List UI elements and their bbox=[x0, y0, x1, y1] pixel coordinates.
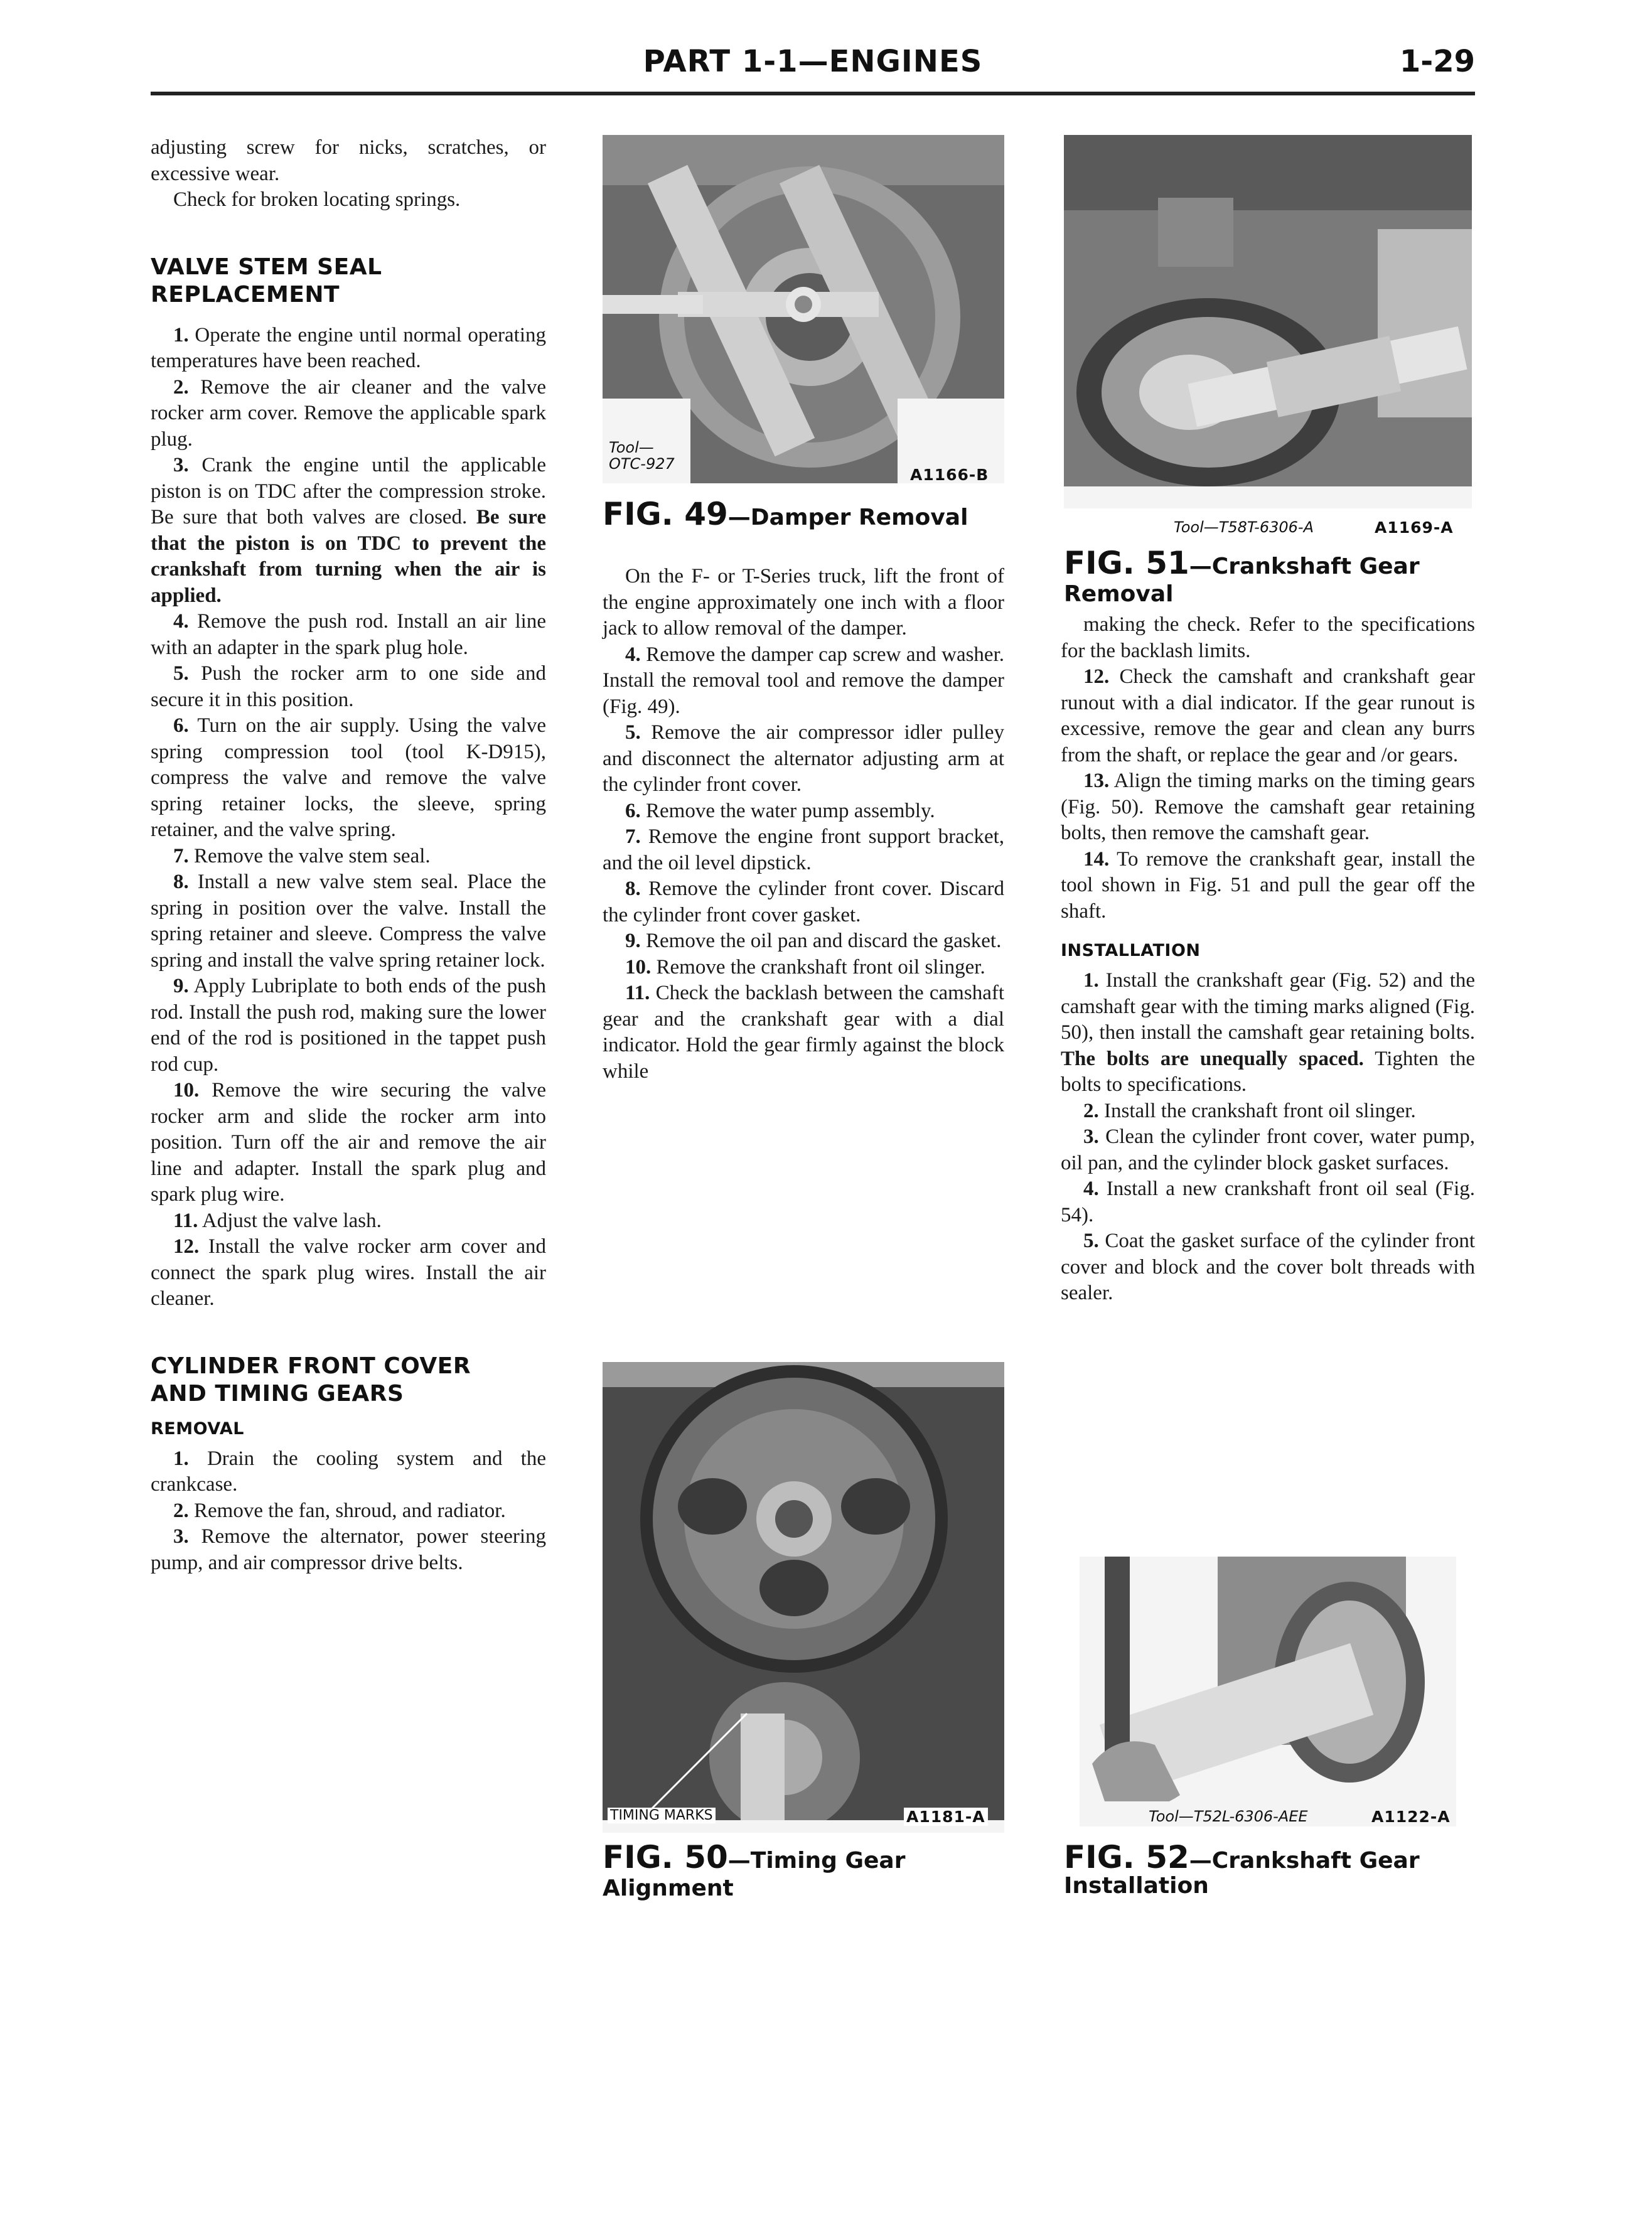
intro-line-2: Check for broken locating springs. bbox=[173, 188, 461, 211]
step-number: 1. bbox=[173, 323, 189, 346]
step-text: Remove the engine front support bracket, and the oil level dipstick. bbox=[603, 825, 1005, 874]
step-paragraph bbox=[603, 955, 1004, 981]
step-text: Install the crankshaft front oil slinger. bbox=[1104, 1099, 1416, 1122]
fig50-code: A1181-A bbox=[904, 1808, 988, 1826]
right-steps-list bbox=[1061, 612, 1475, 925]
step-text: Align the timing marks on the timing gears (Fig. 50). Remove the camshaft gear retaining bolts, then remove the camshaft gear. bbox=[1061, 770, 1475, 844]
step-text: Install the crankshaft gear (Fig. 52) and the camshaft gear with the timing marks aligned (Fig. 50), then install the camshaft gear retaining bolts. bbox=[1061, 969, 1476, 1044]
step-text: Remove the damper cap screw and washer. Install the removal tool and remove the damper (Fig. 49). bbox=[603, 643, 1004, 718]
step-text: Remove the alternator, power steering pump, and air compressor drive belts. bbox=[151, 1525, 546, 1574]
column-middle bbox=[603, 564, 1004, 1085]
step-paragraph bbox=[151, 1208, 546, 1235]
step-paragraph bbox=[151, 323, 546, 375]
fig52-caption bbox=[1064, 1839, 1503, 1899]
fig50-title: —Timing Gear Alignment bbox=[603, 1848, 906, 1901]
step-paragraph bbox=[1061, 612, 1475, 664]
step-number: 5. bbox=[625, 721, 641, 744]
step-text: Remove the water pump assembly. bbox=[646, 799, 935, 822]
fig51-caption bbox=[1064, 545, 1503, 607]
step-paragraph bbox=[151, 844, 546, 870]
fig49-number: FIG. 49 bbox=[603, 496, 728, 532]
section-title-cover-1: CYLINDER FRONT COVER bbox=[151, 1353, 471, 1379]
step-text: Crank the engine until the applicable piston is on TDC after the compression stroke. Be sure that both valves are closed. bbox=[151, 454, 547, 528]
column-right bbox=[1061, 612, 1475, 1307]
step-number: 2. bbox=[1083, 1099, 1099, 1122]
fig51-tool-label: Tool—T58T-6306-A bbox=[1174, 518, 1314, 536]
step-text: Remove the oil pan and discard the gasket. bbox=[646, 930, 1002, 952]
step-paragraph bbox=[603, 564, 1004, 642]
step-text: Drain the cooling system and the crankcase. bbox=[151, 1447, 546, 1496]
step-emphasis: The bolts are unequally spaced. bbox=[1061, 1047, 1364, 1070]
step-paragraph bbox=[603, 824, 1004, 876]
fig49-photo bbox=[603, 135, 1004, 483]
step-text: Push the rocker arm to one side and secure it in this position. bbox=[151, 662, 547, 711]
step-text: making the check. Refer to the specifications for the backlash limits. bbox=[1061, 613, 1475, 662]
step-number: 10. bbox=[173, 1079, 200, 1102]
step-text: Install a new crankshaft front oil seal (Fig. 54). bbox=[1061, 1177, 1476, 1226]
step-text: Install the valve rocker arm cover and connect the spark plug wires. Install the air cleaner. bbox=[151, 1235, 546, 1310]
step-paragraph bbox=[151, 973, 546, 1078]
step-number: 3. bbox=[1083, 1125, 1099, 1148]
step-text: Turn on the air supply. Using the valve spring compression tool (tool K-D915), compress the valve and remove the valve spring retainer locks, the sleeve, spring retainer, and the valve spring. bbox=[151, 714, 546, 841]
step-paragraph bbox=[151, 609, 546, 661]
step-text: Clean the cylinder front cover, water pump, oil pan, and the cylinder block gasket surfaces. bbox=[1061, 1125, 1475, 1174]
step-paragraph bbox=[1061, 1098, 1475, 1125]
fig49-caption bbox=[603, 496, 1017, 532]
step-number: 7. bbox=[625, 825, 641, 848]
step-number: 4. bbox=[173, 610, 189, 633]
step-text: Remove the air compressor idler pulley and disconnect the alternator adjusting arm at the cylinder front cover. bbox=[603, 721, 1004, 796]
fig50-marks-label: TIMING MARKS bbox=[608, 1808, 716, 1823]
section-title-cover-2: AND TIMING GEARS bbox=[151, 1380, 404, 1407]
step-text: Remove the fan, shroud, and radiator. bbox=[194, 1499, 506, 1522]
step-text-after: Tighten the bolts to specifications. bbox=[1061, 1047, 1476, 1096]
step-emphasis: Be sure that the piston is on TDC to prevent the crankshaft from turning when the air is applied. bbox=[151, 506, 546, 607]
step-text: Remove the push rod. Install an air line with an adapter in the spark plug hole. bbox=[151, 610, 546, 659]
step-paragraph bbox=[151, 375, 546, 453]
fig49-code: A1166-B bbox=[910, 466, 989, 484]
fig50-number: FIG. 50 bbox=[603, 1839, 728, 1875]
step-text: Coat the gasket surface of the cylinder front cover and block and the cover bolt threads with sealer. bbox=[1061, 1230, 1476, 1304]
step-number: 10. bbox=[625, 955, 652, 979]
step-text: Remove the wire securing the valve rocker arm and slide the rocker arm into position. Turn off the air and remove the air line and adapter. Install the spark plug and spark plug wire. bbox=[151, 1079, 547, 1206]
step-number: 1. bbox=[1083, 969, 1099, 992]
step-number: 8. bbox=[625, 877, 641, 900]
installation-title: INSTALLATION bbox=[1061, 941, 1201, 960]
install-steps-list bbox=[1061, 968, 1475, 1307]
step-text: Check the camshaft and crankshaft gear runout with a dial indicator. If the gear runout is excessive, remove the gear and clean any burrs from the shaft, or replace the gear and /or gears. bbox=[1061, 665, 1476, 766]
step-paragraph bbox=[603, 980, 1004, 1085]
step-number: 8. bbox=[173, 871, 189, 893]
fig52-number: FIG. 52 bbox=[1064, 1839, 1189, 1875]
fig51-photo bbox=[1064, 135, 1472, 508]
fig49-tool-label: Tool— OTC-927 bbox=[609, 439, 675, 473]
header-title: PART 1-1—ENGINES bbox=[643, 44, 983, 79]
step-text: Remove the air cleaner and the valve rocker arm cover. Remove the applicable spark plug. bbox=[151, 375, 547, 451]
step-paragraph bbox=[603, 798, 1004, 825]
step-number: 5. bbox=[173, 662, 189, 685]
fig52-title-line1: —Crankshaft Gear bbox=[1189, 1848, 1420, 1874]
step-paragraph bbox=[1061, 1176, 1475, 1228]
step-paragraph bbox=[151, 1524, 546, 1576]
timing-gear-illustration bbox=[603, 1362, 1004, 1833]
page-number: 1-29 bbox=[1399, 44, 1475, 79]
step-paragraph bbox=[1061, 1124, 1475, 1176]
fig51-number: FIG. 51 bbox=[1064, 545, 1189, 581]
step-paragraph bbox=[151, 1446, 546, 1498]
step-number: 1. bbox=[173, 1447, 189, 1470]
step-paragraph bbox=[1061, 1228, 1475, 1307]
step-paragraph bbox=[151, 453, 546, 609]
step-number: 6. bbox=[625, 799, 641, 822]
step-number: 6. bbox=[173, 714, 189, 737]
step-text: Remove the valve stem seal. bbox=[194, 844, 431, 867]
step-number: 3. bbox=[173, 1525, 189, 1548]
step-text: Remove the cylinder front cover. Discard the cylinder front cover gasket. bbox=[603, 877, 1004, 926]
header-rule bbox=[151, 92, 1475, 95]
step-number: 4. bbox=[625, 643, 641, 666]
section-title-valve-1: VALVE STEM SEAL bbox=[151, 254, 382, 280]
fig49-title: —Damper Removal bbox=[727, 505, 968, 530]
page-header bbox=[151, 44, 1475, 94]
step-text: Check the backlash between the camshaft gear and the crankshaft gear with a dial indicator. Hold the gear firmly against the block while bbox=[603, 982, 1004, 1083]
step-paragraph bbox=[603, 642, 1004, 721]
step-text: Operate the engine until normal operating temperatures have been reached. bbox=[151, 323, 546, 372]
step-text: On the F- or T-Series truck, lift the front of the engine approximately one inch with a floor jack to allow removal of the damper. bbox=[603, 565, 1004, 640]
step-number: 12. bbox=[173, 1235, 200, 1258]
step-number: 9. bbox=[625, 930, 641, 952]
step-paragraph bbox=[1061, 968, 1475, 1098]
step-number: 2. bbox=[173, 375, 189, 399]
step-paragraph bbox=[151, 1234, 546, 1312]
step-paragraph bbox=[151, 713, 546, 844]
fig51-code: A1169-A bbox=[1375, 518, 1454, 537]
middle-steps-list bbox=[603, 564, 1004, 1085]
step-number: 11. bbox=[173, 1209, 198, 1232]
step-text: Install a new valve stem seal. Place the spring in position over the valve. Install the spring retainer and sleeve. Compress the valve spring and install the valve spring retainer lock. bbox=[151, 871, 547, 972]
fig50-photo bbox=[603, 1362, 1004, 1833]
step-paragraph bbox=[603, 720, 1004, 798]
step-paragraph bbox=[1061, 664, 1475, 768]
valve-steps-list bbox=[151, 323, 546, 1312]
step-number: 13. bbox=[1083, 770, 1110, 792]
removal-title: REMOVAL bbox=[151, 1419, 244, 1439]
fig50-caption bbox=[603, 1839, 1029, 1901]
step-number: 11. bbox=[625, 982, 650, 1004]
intro-line-1: adjusting screw for nicks, scratches, or excessive wear. bbox=[151, 136, 546, 185]
step-paragraph bbox=[151, 869, 546, 973]
step-paragraph bbox=[603, 876, 1004, 928]
crankshaft-gear-removal-illustration bbox=[1064, 135, 1472, 508]
fig52-tool-label: Tool—T52L-6306-AEE bbox=[1149, 1808, 1308, 1825]
damper-removal-illustration bbox=[603, 135, 1004, 483]
step-number: 7. bbox=[173, 844, 189, 867]
step-text: Remove the crankshaft front oil slinger. bbox=[656, 955, 985, 979]
step-number: 12. bbox=[1083, 665, 1110, 688]
cover-steps-list bbox=[151, 1446, 546, 1577]
step-number: 4. bbox=[1083, 1177, 1099, 1200]
step-text: Apply Lubriplate to both ends of the push rod. Install the push rod, making sure the lower end of the rod is positioned in the tappet push rod cup. bbox=[151, 975, 546, 1076]
step-paragraph bbox=[151, 1078, 546, 1208]
section-title-valve-2: REPLACEMENT bbox=[151, 281, 340, 308]
column-left bbox=[151, 135, 546, 1576]
step-number: 9. bbox=[173, 975, 189, 997]
step-text: Adjust the valve lash. bbox=[201, 1209, 382, 1232]
step-number: 3. bbox=[173, 454, 189, 476]
step-paragraph bbox=[151, 1498, 546, 1525]
crankshaft-gear-installation-illustration bbox=[1080, 1557, 1456, 1826]
step-paragraph bbox=[151, 661, 546, 713]
fig52-title-line2: Installation bbox=[1064, 1873, 1209, 1899]
step-number: 5. bbox=[1083, 1230, 1099, 1252]
step-paragraph bbox=[603, 928, 1004, 955]
fig52-photo bbox=[1080, 1557, 1456, 1826]
step-number: 2. bbox=[173, 1499, 189, 1522]
step-paragraph bbox=[1061, 768, 1475, 847]
step-text: To remove the crankshaft gear, install the tool shown in Fig. 51 and pull the gear off the shaft. bbox=[1061, 847, 1475, 923]
fig51-title: —Crankshaft Gear Removal bbox=[1064, 554, 1420, 607]
step-paragraph bbox=[1061, 847, 1475, 925]
fig52-code: A1122-A bbox=[1371, 1808, 1451, 1826]
step-number: 14. bbox=[1083, 847, 1110, 871]
